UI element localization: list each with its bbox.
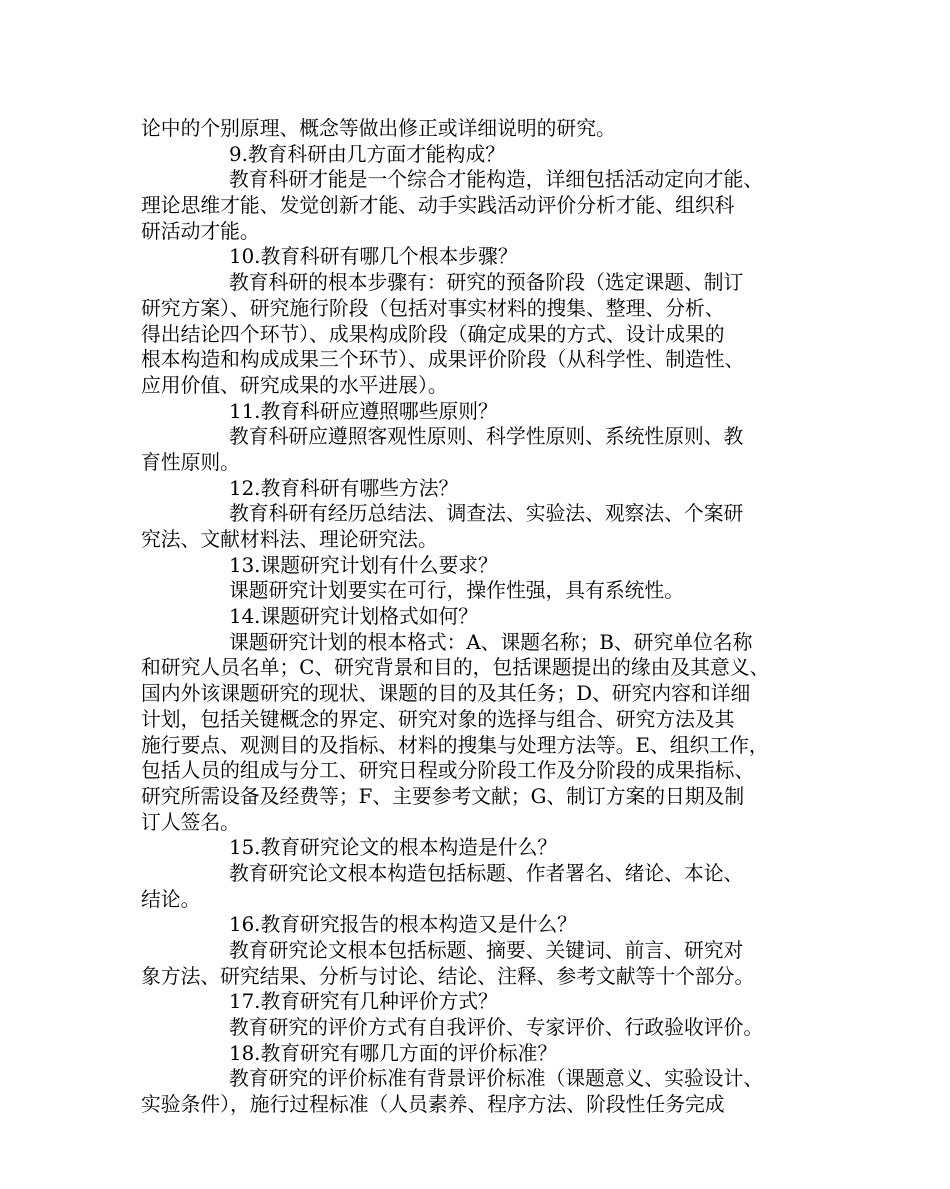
text-line: 17.教育研究有几种评价方式？ [229, 990, 498, 1014]
text-line: 实验条件），施行过程标准（人员素养、程序方法、阶段性任务完成 [141, 1093, 725, 1117]
text-line: 11.教育科研应遵照哪些原则？ [229, 399, 498, 423]
text-line: 国内外该课题研究的现状、课题的目的及其任务；D、研究内容和详细 [141, 682, 751, 706]
text-line: 教育研究的评价标准有背景评价标准（课题意义、实验设计、 [229, 1067, 764, 1091]
text-line: 施行要点、观测目的及指标、材料的搜集与处理方法等。E、组织工作， [141, 733, 769, 757]
text-line: 教育科研有经历总结法、调查法、实验法、观察法、个案研 [229, 502, 744, 526]
text-line: 研究所需设备及经费等；F、主要参考文献；G、制订方案的日期及制 [141, 784, 745, 808]
text-line: 根本构造和构成成果三个环节）、成果评价阶段（从科学性、制造性、 [141, 348, 745, 372]
text-line: 订人签名。 [141, 810, 240, 834]
text-line: 18.教育研究有哪几方面的评价标准？ [229, 1041, 558, 1065]
text-line: 15.教育研究论文的根本构造是什么？ [229, 836, 558, 860]
text-line: 14.课题研究计划格式如何？ [229, 605, 479, 629]
text-line: 象方法、研究结果、分析与讨论、结论、注释、参考文献等十个部分。 [141, 964, 755, 988]
text-line: 教育研究论文根本构造包括标题、作者署名、绪论、本论、 [229, 861, 744, 885]
text-line: 10.教育科研有哪几个根本步骤？ [229, 245, 518, 269]
text-line: 教育研究的评价方式有自我评价、专家评价、行政验收评价。 [229, 1016, 764, 1040]
text-line: 理论思维才能、发觉创新才能、动手实践活动评价分析才能、组织科 [141, 194, 735, 218]
text-line: 论中的个别原理、概念等做出修正或详细说明的研究。 [141, 117, 616, 140]
document-page [141, 116, 821, 1118]
text-line: 教育科研才能是一个综合才能构造，详细包括活动定向才能、 [229, 168, 764, 192]
text-line: 得出结论四个环节）、成果构成阶段（确定成果的方式、设计成果的 [141, 322, 725, 346]
text-line: 9.教育科研由几方面才能构成？ [229, 142, 506, 166]
text-line: 究法、文献材料法、理论研究法。 [141, 528, 438, 551]
text-line: 课题研究计划要实在可行，操作性强，具有系统性。 [229, 579, 684, 603]
text-line: 13.课题研究计划有什么要求？ [229, 553, 498, 577]
text-line: 育性原则。 [141, 450, 240, 474]
text-line: 应用价值、研究成果的水平进展）。 [141, 373, 448, 397]
text-line: 16.教育研究报告的根本构造又是什么？ [229, 913, 577, 937]
text-line: 研活动才能。 [141, 219, 260, 243]
text-line: 研究方案）、研究施行阶段（包括对事实材料的搜集、整理、分析、 [141, 296, 725, 320]
text-line: 教育科研的根本步骤有：研究的预备阶段（选定课题、制订 [229, 271, 744, 295]
text-line: 和研究人员名单；C、研究背景和目的，包括课题提出的缘由及其意义、 [141, 656, 770, 680]
text-line: 课题研究计划的根本格式：A、课题名称；B、研究单位名称 [229, 630, 753, 654]
text-line: 教育科研应遵照客观性原则、科学性原则、系统性原则、教 [229, 425, 744, 449]
text-line: 12.教育科研有哪些方法？ [229, 476, 459, 500]
text-line: 结论。 [141, 887, 201, 911]
text-line: 计划，包括关键概念的界定、研究对象的选择与组合、研究方法及其 [141, 707, 735, 731]
text-line: 包括人员的组成与分工、研究日程或分阶段工作及分阶段的成果指标、 [141, 759, 755, 783]
text-line: 教育研究论文根本包括标题、摘要、关键词、前言、研究对 [229, 939, 744, 962]
